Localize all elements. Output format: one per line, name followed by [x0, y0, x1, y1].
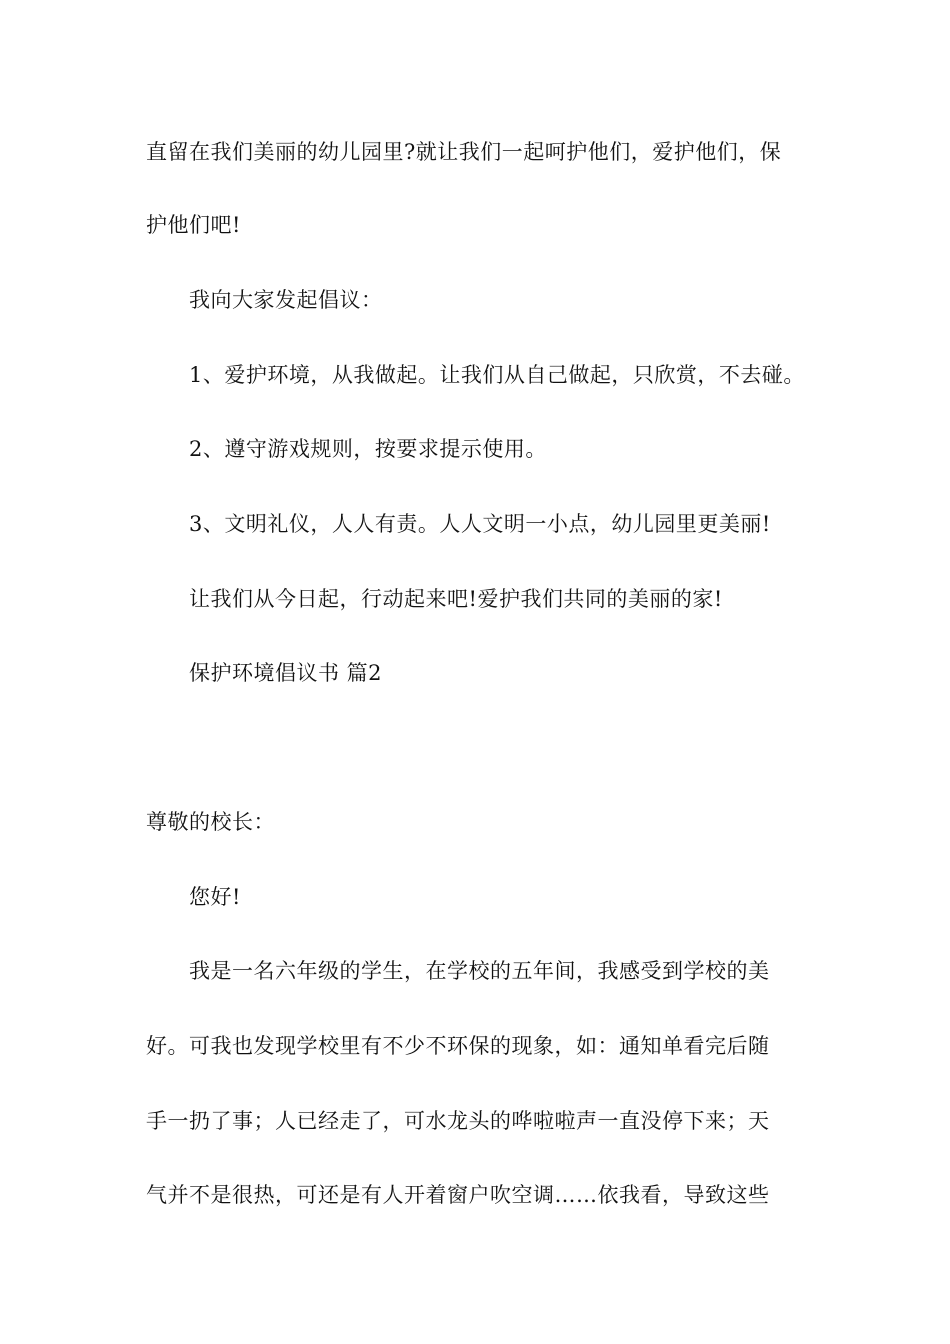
closing-line: 让我们从今日起，行动起来吧!爱护我们共同的美丽的家! [189, 587, 723, 611]
proposal-item-2: 2、遵守游戏规则，按要求提示使用。 [189, 437, 547, 461]
salutation: 尊敬的校长： [146, 810, 275, 834]
body-line-2: 好。可我也发现学校里有不少不环保的现象，如：通知单看完后随 [146, 1034, 770, 1058]
proposal-item-3: 3、文明礼仪，人人有责。人人文明一小点，幼儿园里更美丽! [189, 512, 771, 536]
body-line-1: 我是一名六年级的学生，在学校的五年间，我感受到学校的美 [189, 959, 770, 983]
proposal-item-1: 1、爱护环境，从我做起。让我们从自己做起，只欣赏，不去碰。 [189, 363, 805, 387]
paragraph-line-2: 护他们吧! [146, 213, 241, 237]
paragraph-line-1: 直留在我们美丽的幼儿园里?就让我们一起呵护他们，爱护他们，保 [146, 140, 782, 164]
section-heading: 保护环境倡议书 篇2 [189, 661, 383, 685]
proposal-intro: 我向大家发起倡议： [189, 288, 383, 312]
body-line-3: 手一扔了事；人已经走了，可水龙头的哗啦啦声一直没停下来；天 [146, 1109, 770, 1133]
body-line-4: 气并不是很热，可还是有人开着窗户吹空调……依我看，导致这些 [146, 1183, 770, 1207]
greeting: 您好! [189, 885, 241, 909]
